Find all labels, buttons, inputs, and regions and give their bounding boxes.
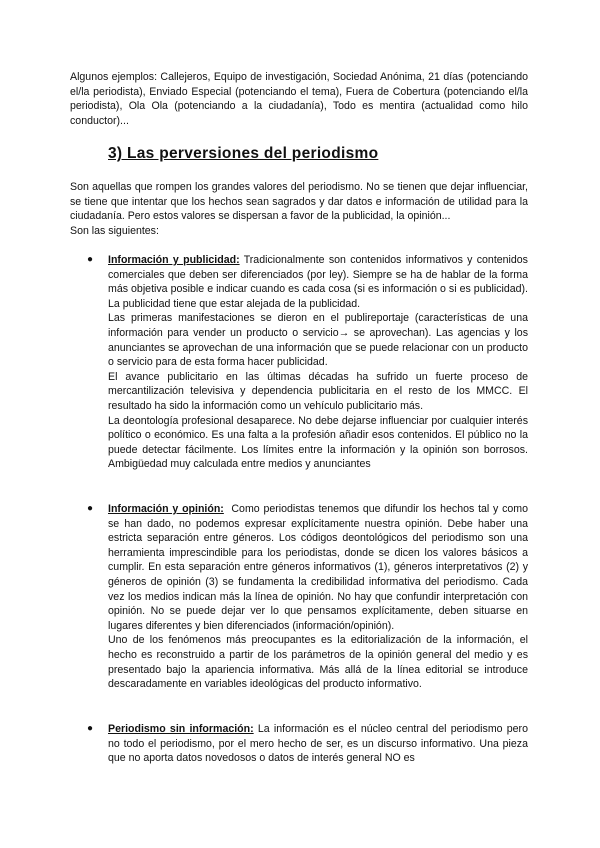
bullet-icon: ● [87,254,94,265]
bullet-term: Información y opinión: [108,503,224,515]
lead-list-intro: Son las siguientes: [70,224,159,237]
bullet-paragraph [108,502,528,633]
bullet-text: Tradicionalmente son contenidos informativos y contenidos comerciales que deben ser diferenciados (por ley). Siempre se ha de hablar de la forma más objetiva posible e indicar cuando es cada cosa (si es información o si es publicidad). La publicidad tiene que estar alejada de la publicidad. [108,254,528,310]
bullet-paragraph: Las primeras manifestaciones se dieron en el publireportaje (características de una información para vender un producto o servicio→ se aprovechan). Las agencias y los anunciantes se aprovechan de una información que se puede relacionar con un producto o servicio para de esta forma hacer publicidad. [108,312,528,369]
bullet-term: Información y publicidad: [108,254,240,266]
bullet-paragraph: La deontología profesional desaparece. No debe dejarse influenciar por cualquier interés político o económico. Es una falta a la profesión añadir esos contenidos. El público no la puede detectar fácilmente. Los límites entre la información y la opinión son borrosos. Ambigüedad muy calculada entre medios y anunciantes [108,414,528,471]
intro-paragraph: Algunos ejemplos: Callejeros, Equipo de investigación, Sociedad Anónima, 21 días (potenciando el/la periodista), Enviado Especial (potenciando el tema), Fuera de Cobertura (potenciando el/la periodista), Ola Ola (potenciando a la ciudadanía), Todo es mentira (actualidad como hilo conductor)... [70,71,528,127]
bullet-paragraph [108,253,528,311]
section-title: 3) Las perversiones del periodismo [108,145,379,162]
bullet-text: La información es el núcleo central del periodismo pero no todo el periodismo, por el mero hecho de ser, es un discurso informativo. Una pieza que no aporta datos novedosos o datos de interés general NO es [108,723,528,765]
bullet-term: Periodismo sin información: [108,723,254,735]
lead-paragraph: Son aquellas que rompen los grandes valores del periodismo. No se tienen que dejar influenciar, se tiene que intentar que los hechos sean sagrados y dar datos e información de utilidad para la ciudadanía. Pero estos valores se dispersan a favor de la publicidad, la opinión... [70,181,528,223]
lead-block [70,180,528,238]
bullet-paragraph [108,722,528,766]
bullet-paragraph: El avance publicitario en las últimas décadas ha sufrido un fuerte proceso de mercantilización televisiva y dependencia publicitaria en el resto de los MMCC. El resultado ha sido la información como un vehículo publicitario más. [108,370,528,412]
bullet-text: Como periodistas tenemos que difundir los hechos tal y como se han dado, no podemos expresar explícitamente nuestra opinión. Debe haber una estricta separación entre géneros. Los códigos deontológicos del periodismo son una herramienta imprescindible para los periodistas, donde se dicen los valores básicos a cumplir. En esta separación entre géneros informativos (1), géneros interpretativos (2) y géneros de opinión (3) se fundamenta la credibilidad informativa del periodismo. Cada vez los medios indican más la línea de opinión. No hay que confundir interpretación con opinión. No se puede dejar ver lo que pensamos explícitamente, deben situarse en lugares diferentes y bien diferenciados (información/opinión). [108,503,529,632]
bullet-item-sin-informacion [87,722,528,766]
bullet-icon: ● [87,503,94,514]
bullet-paragraph: Uno de los fenómenos más preocupantes es la editorialización de la información, el hecho es reconstruido a partir de los parámetros de la opinión general del medio y es presentado bajo la apariencia informativa. Más allá de la línea editorial se introduce descaradamente en variables ideológicas del producto informativo. [108,634,528,691]
bullet-icon: ● [87,723,94,734]
bullet-item-publicidad [87,253,528,472]
bullet-item-opinion [87,502,528,692]
